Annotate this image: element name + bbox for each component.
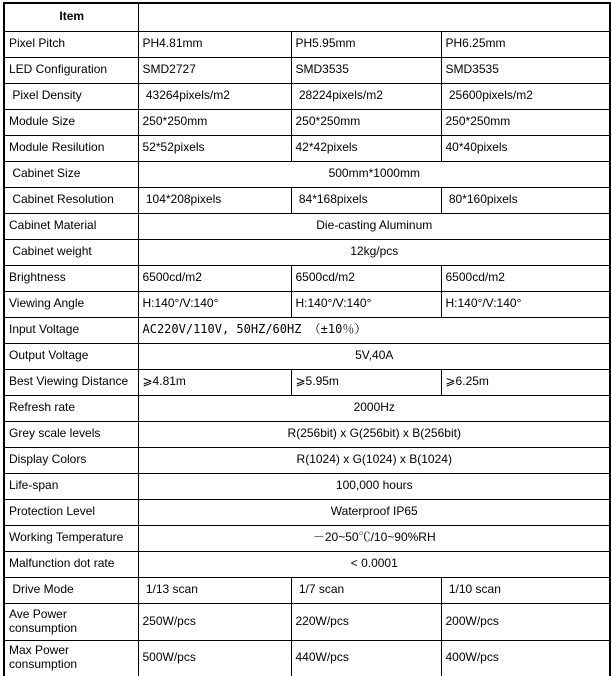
value-cell: PH5.95mm bbox=[291, 31, 441, 57]
value-cell: PH6.25mm bbox=[441, 31, 610, 57]
merged-value-cell: R(1024) x G(1024) x B(1024) bbox=[138, 447, 610, 473]
value-cell: 43264pixels/m2 bbox=[138, 83, 291, 109]
value-cell: 220W/pcs bbox=[291, 603, 441, 640]
row-label-cell: LED Configuration bbox=[4, 57, 138, 83]
merged-value-cell: R(256bit) x G(256bit) x B(256bit) bbox=[138, 421, 610, 447]
value-cell: 250*250mm bbox=[291, 109, 441, 135]
table-row bbox=[4, 640, 610, 676]
row-label-cell: Cabinet Material bbox=[4, 213, 138, 239]
value-cell: 6500cd/m2 bbox=[291, 265, 441, 291]
merged-value-cell: 100,000 hours bbox=[138, 473, 610, 499]
table-row bbox=[4, 473, 610, 499]
value-cell: 42*42pixels bbox=[291, 135, 441, 161]
value-cell: 40*40pixels bbox=[441, 135, 610, 161]
table-header-row bbox=[4, 3, 610, 31]
value-cell: 1/10 scan bbox=[441, 577, 610, 603]
value-cell: 80*160pixels bbox=[441, 187, 610, 213]
table-row bbox=[4, 525, 610, 551]
row-label-cell: Cabinet weight bbox=[4, 239, 138, 265]
row-label-cell: Module Size bbox=[4, 109, 138, 135]
row-label-cell: Refresh rate bbox=[4, 395, 138, 421]
value-cell: PH4.81mm bbox=[138, 31, 291, 57]
merged-value-cell: 5V,40A bbox=[138, 343, 610, 369]
value-cell: H:140°/V:140° bbox=[291, 291, 441, 317]
table-row bbox=[4, 369, 610, 395]
table-row bbox=[4, 135, 610, 161]
value-cell: H:140°/V:140° bbox=[441, 291, 610, 317]
value-cell: ⩾5.95m bbox=[291, 369, 441, 395]
merged-value-cell: < 0.0001 bbox=[138, 551, 610, 577]
table-row bbox=[4, 577, 610, 603]
header-empty-cell bbox=[138, 3, 610, 31]
value-cell: 440W/pcs bbox=[291, 640, 441, 676]
row-label-cell: Pixel Pitch bbox=[4, 31, 138, 57]
table-row bbox=[4, 291, 610, 317]
merged-value-cell: Waterproof IP65 bbox=[138, 499, 610, 525]
table-row bbox=[4, 239, 610, 265]
table-row bbox=[4, 161, 610, 187]
table-row bbox=[4, 31, 610, 57]
row-label-cell: Malfunction dot rate bbox=[4, 551, 138, 577]
merged-value-cell: －20~50℃/10~90%RH bbox=[138, 525, 610, 551]
spec-table bbox=[3, 2, 611, 676]
merged-value-cell: AC220V/110V, 50HZ/60HZ （±10％） bbox=[138, 317, 610, 343]
value-cell: 104*208pixels bbox=[138, 187, 291, 213]
table-row bbox=[4, 187, 610, 213]
value-cell: 25600pixels/m2 bbox=[441, 83, 610, 109]
table-row bbox=[4, 213, 610, 239]
value-cell: 1/7 scan bbox=[291, 577, 441, 603]
row-label-cell: Best Viewing Distance bbox=[4, 369, 138, 395]
table-row bbox=[4, 343, 610, 369]
merged-value-cell: 500mm*1000mm bbox=[138, 161, 610, 187]
value-cell: H:140°/V:140° bbox=[138, 291, 291, 317]
value-cell: SMD3535 bbox=[441, 57, 610, 83]
row-label-cell: Max Power consumption bbox=[4, 640, 138, 676]
table-row bbox=[4, 83, 610, 109]
value-cell: 28224pixels/m2 bbox=[291, 83, 441, 109]
row-label-cell: Display Colors bbox=[4, 447, 138, 473]
table-row bbox=[4, 421, 610, 447]
value-cell: 6500cd/m2 bbox=[441, 265, 610, 291]
value-cell: ⩾4.81m bbox=[138, 369, 291, 395]
table-row bbox=[4, 395, 610, 421]
value-cell: SMD2727 bbox=[138, 57, 291, 83]
row-label-cell: Output Voltage bbox=[4, 343, 138, 369]
merged-value-cell: 12kg/pcs bbox=[138, 239, 610, 265]
row-label-cell: Viewing Angle bbox=[4, 291, 138, 317]
table-row bbox=[4, 551, 610, 577]
table-row bbox=[4, 499, 610, 525]
row-label-cell: Module Resilution bbox=[4, 135, 138, 161]
row-label-cell: Pixel Density bbox=[4, 83, 138, 109]
value-cell: 500W/pcs bbox=[138, 640, 291, 676]
table-row bbox=[4, 447, 610, 473]
row-label-cell: Brightness bbox=[4, 265, 138, 291]
row-label-cell: Working Temperature bbox=[4, 525, 138, 551]
row-label-cell: Grey scale levels bbox=[4, 421, 138, 447]
value-cell: 200W/pcs bbox=[441, 603, 610, 640]
table-row bbox=[4, 109, 610, 135]
row-label-cell: Input Voltage bbox=[4, 317, 138, 343]
table-row bbox=[4, 317, 610, 343]
table-row bbox=[4, 265, 610, 291]
value-cell: 250W/pcs bbox=[138, 603, 291, 640]
row-label-cell: Life-span bbox=[4, 473, 138, 499]
value-cell: 250*250mm bbox=[441, 109, 610, 135]
value-cell: 250*250mm bbox=[138, 109, 291, 135]
merged-value-cell: Die-casting Aluminum bbox=[138, 213, 610, 239]
value-cell: 1/13 scan bbox=[138, 577, 291, 603]
value-cell: 400W/pcs bbox=[441, 640, 610, 676]
row-label-cell: Protection Level bbox=[4, 499, 138, 525]
value-cell: SMD3535 bbox=[291, 57, 441, 83]
row-label-cell: Cabinet Resolution bbox=[4, 187, 138, 213]
table-row bbox=[4, 603, 610, 640]
row-label-cell: Ave Power consumption bbox=[4, 603, 138, 640]
value-cell: 84*168pixels bbox=[291, 187, 441, 213]
value-cell: 52*52pixels bbox=[138, 135, 291, 161]
value-cell: ⩾6.25m bbox=[441, 369, 610, 395]
value-cell: 6500cd/m2 bbox=[138, 265, 291, 291]
row-label-cell: Drive Mode bbox=[4, 577, 138, 603]
header-item-cell: Item bbox=[4, 3, 138, 31]
table-row bbox=[4, 57, 610, 83]
merged-value-cell: 2000Hz bbox=[138, 395, 610, 421]
row-label-cell: Cabinet Size bbox=[4, 161, 138, 187]
